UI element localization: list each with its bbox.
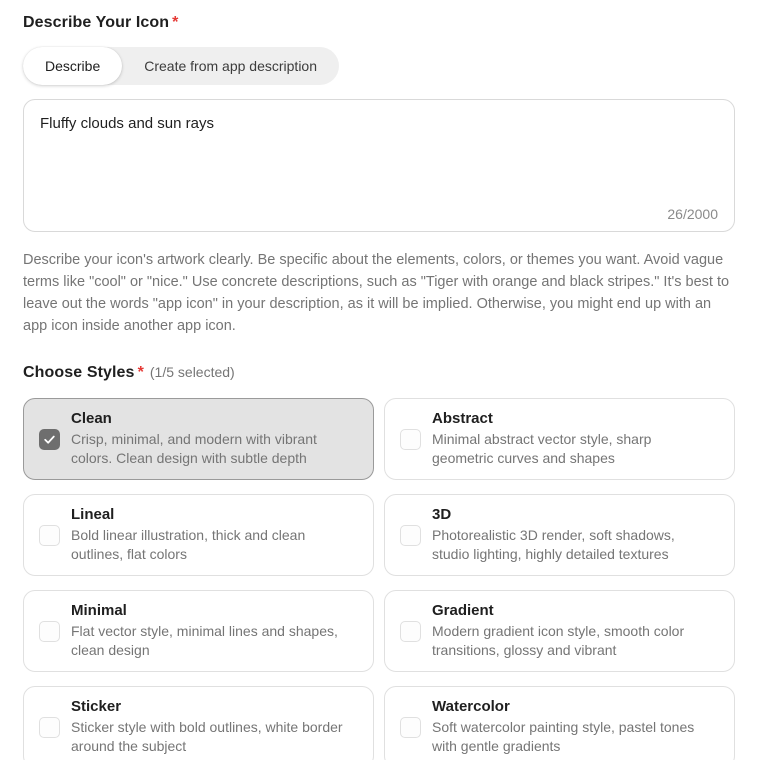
required-asterisk: * bbox=[137, 364, 144, 381]
tab-create-from-app-description[interactable]: Create from app description bbox=[144, 58, 318, 74]
description-help-text: Describe your icon's artwork clearly. Be specific about the elements, colors, or themes you want. Avoid vague terms like "cool" or "nice." Use concrete descriptions, such as "Tiger with orange and black stripes." It's best to leave out the words "app icon" in your description, as it will be implied. Otherwise, you might end up with an app icon inside another app icon. bbox=[23, 252, 730, 334]
style-title: Abstract bbox=[432, 410, 493, 427]
style-title: Lineal bbox=[71, 506, 115, 523]
style-description: Bold linear illustration, thick and clean outlines, flat colors bbox=[71, 527, 306, 562]
describe-section-heading bbox=[23, 14, 735, 32]
style-card-clean[interactable] bbox=[23, 398, 374, 480]
char-counter: 26/2000 bbox=[667, 206, 718, 222]
style-title: Gradient bbox=[432, 602, 494, 619]
styles-grid bbox=[23, 398, 735, 760]
style-card-3d[interactable] bbox=[384, 494, 735, 576]
style-card-minimal[interactable] bbox=[23, 590, 374, 672]
tab-describe[interactable]: Describe bbox=[23, 47, 122, 85]
icon-description-input[interactable] bbox=[24, 100, 734, 231]
style-title: Sticker bbox=[71, 698, 122, 715]
choose-styles-title: Choose Styles bbox=[23, 364, 135, 381]
style-title: Clean bbox=[71, 410, 112, 427]
style-card-abstract[interactable] bbox=[384, 398, 735, 480]
style-description: Crisp, minimal, and modern with vibrant colors. Clean design with subtle depth bbox=[71, 431, 317, 466]
checkbox-unchecked-icon[interactable] bbox=[400, 429, 421, 450]
style-description: Photorealistic 3D render, soft shadows, studio lighting, highly detailed textures bbox=[432, 527, 675, 562]
style-card-sticker[interactable] bbox=[23, 686, 374, 760]
describe-mode-tabs bbox=[23, 47, 339, 85]
selected-count: (1/5 selected) bbox=[149, 364, 235, 380]
style-description: Minimal abstract vector style, sharp geometric curves and shapes bbox=[432, 431, 652, 466]
checkbox-checked-icon[interactable] bbox=[39, 429, 60, 450]
style-card-gradient[interactable] bbox=[384, 590, 735, 672]
choose-styles-heading bbox=[23, 364, 735, 382]
style-description: Sticker style with bold outlines, white border around the subject bbox=[71, 719, 343, 754]
style-card-watercolor[interactable] bbox=[384, 686, 735, 760]
style-title: Minimal bbox=[71, 602, 127, 619]
checkbox-unchecked-icon[interactable] bbox=[400, 525, 421, 546]
style-title: Watercolor bbox=[432, 698, 510, 715]
style-card-lineal[interactable] bbox=[23, 494, 374, 576]
required-asterisk: * bbox=[172, 14, 179, 31]
checkbox-unchecked-icon[interactable] bbox=[39, 717, 60, 738]
icon-description-field-wrap bbox=[23, 99, 735, 232]
describe-section-title: Describe Your Icon bbox=[23, 14, 170, 31]
style-description: Modern gradient icon style, smooth color transitions, glossy and vibrant bbox=[432, 623, 685, 658]
checkbox-unchecked-icon[interactable] bbox=[400, 717, 421, 738]
checkbox-unchecked-icon[interactable] bbox=[39, 525, 60, 546]
style-description: Flat vector style, minimal lines and shapes, clean design bbox=[71, 623, 338, 658]
style-title: 3D bbox=[432, 506, 452, 523]
checkbox-unchecked-icon[interactable] bbox=[400, 621, 421, 642]
checkbox-unchecked-icon[interactable] bbox=[39, 621, 60, 642]
style-description: Soft watercolor painting style, pastel tones with gentle gradients bbox=[432, 719, 695, 754]
